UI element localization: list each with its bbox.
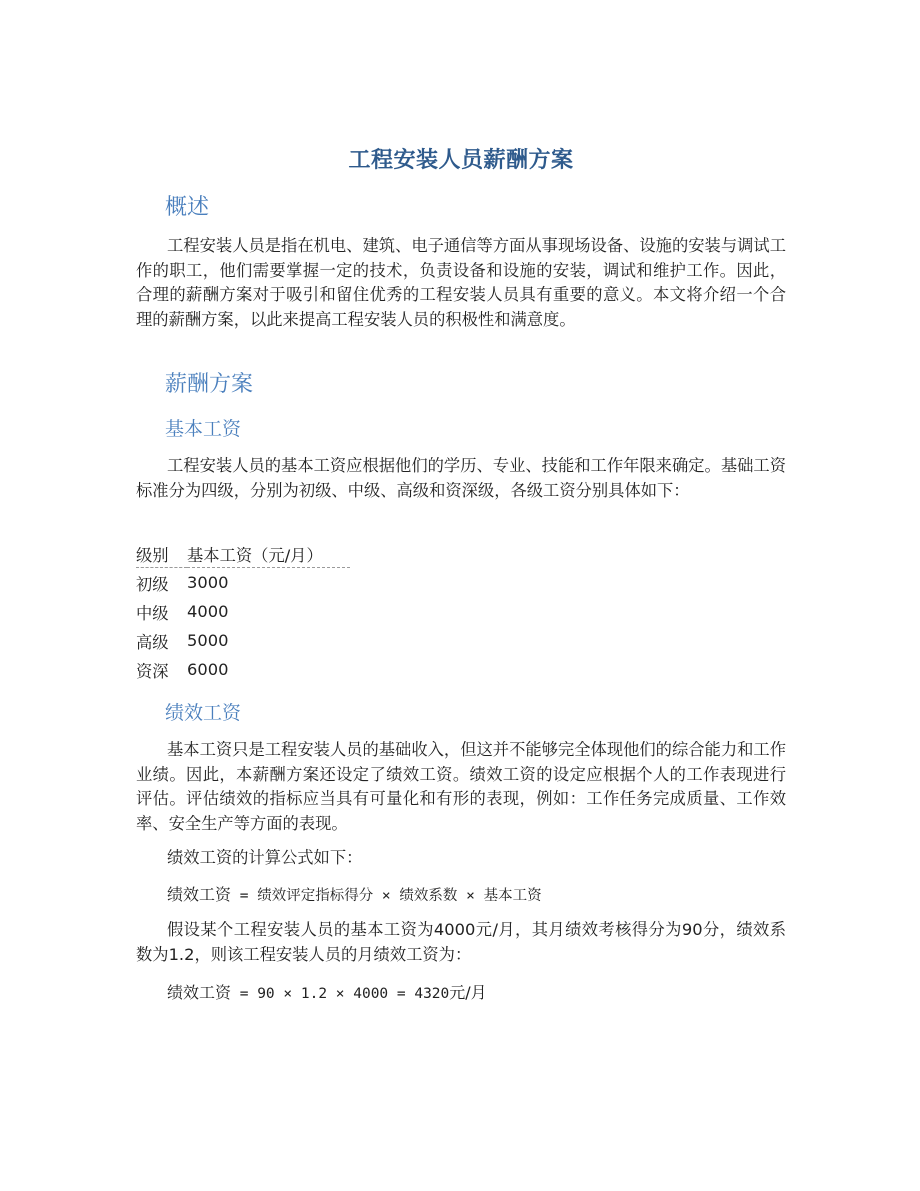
amount-cell: 4000 bbox=[187, 602, 229, 621]
performance-salary-heading: 绩效工资 bbox=[165, 702, 242, 724]
example-unit: 元/月 bbox=[449, 983, 487, 1002]
performance-formula bbox=[167, 882, 542, 905]
basic-salary-paragraph: 工程安装人员的基本工资应根据他们的学历、专业、技能和工作年限来确定。基础工资标准分为四级，分别为初级、中级、高级和资深级，各级工资分别具体如下： bbox=[136, 456, 786, 500]
plan-heading: 薪酬方案 bbox=[165, 372, 254, 397]
table-row bbox=[136, 655, 350, 684]
basic-salary-heading: 基本工资 bbox=[165, 418, 242, 440]
salary-table bbox=[136, 540, 350, 684]
table-row bbox=[136, 568, 350, 598]
level-cell: 高级 bbox=[136, 632, 169, 652]
table-row bbox=[136, 597, 350, 626]
salary-table-header-amount: 基本工资（元/月） bbox=[187, 540, 350, 568]
level-cell: 初级 bbox=[136, 574, 169, 594]
amount-cell: 3000 bbox=[187, 573, 229, 592]
performance-paragraph-3: 假设某个工程安装人员的基本工资为4000元/月，其月绩效考核得分为90分，绩效系数为1.2，则该工程安装人员的月绩效工资为： bbox=[136, 920, 786, 964]
performance-paragraph-2: 绩效工资的计算公式如下： bbox=[167, 848, 363, 867]
performance-paragraph-1: 基本工资只是工程安装人员的基础收入，但这并不能够完全体现他们的综合能力和工作业绩。因此，本薪酬方案还设定了绩效工资。绩效工资的设定应根据个人的工作表现进行评估。评估绩效的指标应当具有可量化和有形的表现，例如：工作任务完成质量、工作效率、安全生产等方面的表现。 bbox=[136, 740, 786, 833]
amount-cell: 6000 bbox=[187, 660, 229, 679]
performance-example bbox=[167, 980, 487, 1003]
overview-paragraph: 工程安装人员是指在机电、建筑、电子通信等方面从事现场设备、设施的安装与调试工作的职工，他们需要掌握一定的技术，负责设备和设施的安装，调试和维护工作。因此，合理的薪酬方案对于吸引和留住优秀的工程安装人员具有重要的意义。本文将介绍一个合理的薪酬方案，以此来提高工程安装人员的积极性和满意度。 bbox=[136, 236, 786, 329]
level-cell: 中级 bbox=[136, 603, 169, 623]
salary-table-header-level: 级别 bbox=[136, 540, 187, 568]
example-prefix: 绩效工资 bbox=[167, 983, 232, 1002]
overview-heading: 概述 bbox=[165, 195, 210, 220]
table-row bbox=[136, 626, 350, 655]
formula-expression: = 绩效评定指标得分 × 绩效系数 × 基本工资 bbox=[231, 888, 542, 904]
amount-cell: 5000 bbox=[187, 631, 229, 650]
example-calculation: = 90 × 1.2 × 4000 = 4320 bbox=[231, 986, 450, 1002]
salary-table-header-row bbox=[136, 540, 350, 568]
document-title: 工程安装人员薪酬方案 bbox=[348, 148, 574, 173]
level-cell: 资深 bbox=[136, 661, 169, 681]
formula-prefix: 绩效工资 bbox=[167, 885, 232, 904]
